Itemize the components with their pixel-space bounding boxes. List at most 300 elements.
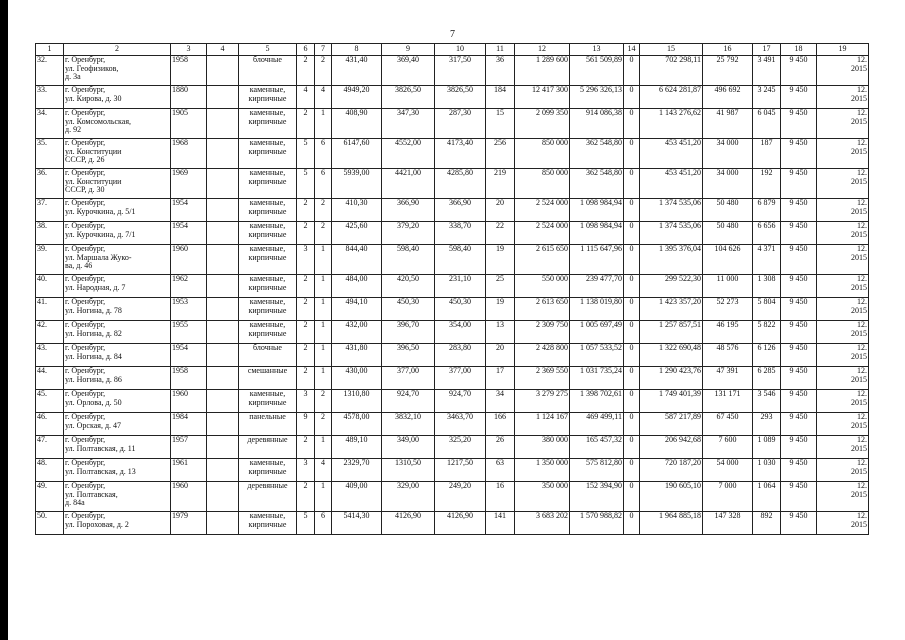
living-area-cell: 329,00	[382, 482, 435, 512]
entrances-cell: 6	[315, 139, 332, 169]
residents-count-cell: 20	[486, 199, 515, 222]
column-4-cell	[207, 169, 239, 199]
completion-date-cell-line: 2015	[851, 466, 867, 476]
completion-date-cell	[817, 86, 869, 109]
living-area-cell: 349,00	[382, 436, 435, 459]
address-cell-line: г. Оренбург,	[65, 221, 106, 230]
address-cell-line: д. 92	[65, 125, 82, 135]
budget-cost-cell: 0	[624, 512, 640, 535]
column-number-header: 19	[817, 44, 869, 56]
entrances-cell: 1	[315, 275, 332, 298]
floors-cell: 4	[297, 86, 315, 109]
entrances-cell: 6	[315, 512, 332, 535]
fund-cost-cell: 1 115 647,96	[570, 245, 624, 275]
address-cell-line: ул. Полтавская, д. 13	[65, 466, 136, 476]
column-4-cell	[207, 139, 239, 169]
other-cost-cell: 52 273	[703, 298, 753, 321]
address-cell-line: ул. Конституции	[65, 146, 122, 156]
total-area-cell: 432,00	[332, 321, 382, 344]
owners-cost-cell: 299 522,30	[640, 275, 703, 298]
column-4-cell	[207, 275, 239, 298]
address-cell-line: г. Оренбург,	[65, 138, 106, 147]
fund-cost-cell: 914 086,38	[570, 109, 624, 139]
wall-material-cell	[239, 344, 297, 367]
table-row	[36, 169, 869, 199]
address-cell-line: г. Оренбург,	[65, 343, 106, 352]
residents-count-cell: 26	[486, 436, 515, 459]
residents-count-cell: 184	[486, 86, 515, 109]
cost-per-sqm-cell: 4 371	[753, 245, 781, 275]
cost-per-sqm-cell: 192	[753, 169, 781, 199]
floors-cell: 3	[297, 245, 315, 275]
other-cost-cell: 46 195	[703, 321, 753, 344]
table-row	[36, 275, 869, 298]
construction-year-cell: 1961	[171, 459, 207, 482]
address-cell	[64, 512, 171, 535]
table-row	[36, 321, 869, 344]
column-number-header: 17	[753, 44, 781, 56]
column-4-cell	[207, 436, 239, 459]
wall-material-cell-line: кирпичные	[248, 305, 287, 315]
completion-date-cell-line: 2015	[851, 374, 867, 384]
completion-date-cell-line: 12.	[857, 366, 867, 375]
living-area-cell: 379,20	[382, 222, 435, 245]
column-number-header: 15	[640, 44, 703, 56]
table-row	[36, 109, 869, 139]
completion-date-cell-line: 2015	[851, 252, 867, 262]
max-cost-cell: 9 450	[781, 413, 817, 436]
wall-material-cell-line: каменные,	[249, 244, 286, 253]
completion-date-cell-line: 12.	[857, 221, 867, 230]
column-number-header: 5	[239, 44, 297, 56]
total-cost-cell: 380 000	[515, 436, 570, 459]
living-area-cell: 396,50	[382, 344, 435, 367]
floors-cell: 2	[297, 109, 315, 139]
total-area-cell: 409,00	[332, 482, 382, 512]
total-cost-cell: 550 000	[515, 275, 570, 298]
fund-cost-cell: 1 138 019,80	[570, 298, 624, 321]
address-cell	[64, 298, 171, 321]
cost-per-sqm-cell: 6 285	[753, 367, 781, 390]
completion-date-cell-line: 2015	[851, 420, 867, 430]
column-number-header: 6	[297, 44, 315, 56]
completion-date-cell-line: 2015	[851, 93, 867, 103]
total-cost-cell: 2 369 550	[515, 367, 570, 390]
column-number-header: 12	[515, 44, 570, 56]
entrances-cell: 2	[315, 199, 332, 222]
wall-material-cell-line: смешанные	[247, 366, 288, 375]
completion-date-cell-line: 2015	[851, 443, 867, 453]
fund-cost-cell: 1 098 984,94	[570, 222, 624, 245]
address-cell-line: ул. Орлова, д. 50	[65, 397, 122, 407]
floors-cell: 3	[297, 459, 315, 482]
total-area-cell: 4578,00	[332, 413, 382, 436]
completion-date-cell	[817, 459, 869, 482]
residential-area-cell: 4126,90	[435, 512, 486, 535]
row-number-cell: 37.	[36, 199, 64, 222]
residents-count-cell: 63	[486, 459, 515, 482]
budget-cost-cell: 0	[624, 436, 640, 459]
total-cost-cell: 350 000	[515, 482, 570, 512]
row-number-cell: 33.	[36, 86, 64, 109]
budget-cost-cell: 0	[624, 199, 640, 222]
max-cost-cell: 9 450	[781, 390, 817, 413]
residents-count-cell: 19	[486, 298, 515, 321]
column-number-header: 4	[207, 44, 239, 56]
completion-date-cell	[817, 109, 869, 139]
address-cell-line: г. Оренбург,	[65, 244, 106, 253]
column-number-header: 16	[703, 44, 753, 56]
address-cell-line: г. Оренбург,	[65, 366, 106, 375]
completion-date-cell	[817, 413, 869, 436]
fund-cost-cell: 1 098 984,94	[570, 199, 624, 222]
row-number-cell: 32.	[36, 56, 64, 86]
floors-cell: 5	[297, 169, 315, 199]
column-number-header: 8	[332, 44, 382, 56]
fund-cost-cell: 1 570 988,82	[570, 512, 624, 535]
wall-material-cell-line: каменные,	[249, 320, 286, 329]
address-cell	[64, 390, 171, 413]
max-cost-cell: 9 450	[781, 275, 817, 298]
cost-per-sqm-cell: 1 308	[753, 275, 781, 298]
address-cell-line: г. Оренбург,	[65, 168, 106, 177]
wall-material-cell	[239, 169, 297, 199]
residential-area-cell: 450,30	[435, 298, 486, 321]
cost-per-sqm-cell: 892	[753, 512, 781, 535]
construction-year-cell: 1905	[171, 109, 207, 139]
row-number-cell: 43.	[36, 344, 64, 367]
address-cell	[64, 245, 171, 275]
wall-material-cell-line: кирпичные	[248, 229, 287, 239]
completion-date-cell	[817, 390, 869, 413]
column-4-cell	[207, 459, 239, 482]
max-cost-cell: 9 450	[781, 344, 817, 367]
residents-count-cell: 17	[486, 367, 515, 390]
wall-material-cell	[239, 86, 297, 109]
total-area-cell: 2329,70	[332, 459, 382, 482]
residential-area-cell: 377,00	[435, 367, 486, 390]
other-cost-cell: 34 000	[703, 169, 753, 199]
column-number-header: 10	[435, 44, 486, 56]
max-cost-cell: 9 450	[781, 86, 817, 109]
wall-material-cell	[239, 436, 297, 459]
max-cost-cell: 9 450	[781, 298, 817, 321]
completion-date-cell-line: 12.	[857, 108, 867, 117]
entrances-cell: 1	[315, 344, 332, 367]
completion-date-cell-line: 2015	[851, 63, 867, 73]
owners-cost-cell: 6 624 281,87	[640, 86, 703, 109]
owners-cost-cell: 453 451,20	[640, 139, 703, 169]
completion-date-cell-line: 12.	[857, 168, 867, 177]
budget-cost-cell: 0	[624, 86, 640, 109]
column-number-header: 3	[171, 44, 207, 56]
entrances-cell: 2	[315, 222, 332, 245]
address-cell-line: ул. Курочкина, д. 7/1	[65, 229, 136, 239]
living-area-cell: 4552,00	[382, 139, 435, 169]
address-cell-line: г. Оренбург,	[65, 458, 106, 467]
other-cost-cell: 7 600	[703, 436, 753, 459]
address-cell	[64, 199, 171, 222]
address-cell	[64, 436, 171, 459]
budget-cost-cell: 0	[624, 321, 640, 344]
cost-per-sqm-cell: 1 089	[753, 436, 781, 459]
completion-date-cell	[817, 512, 869, 535]
wall-material-cell	[239, 109, 297, 139]
address-cell	[64, 459, 171, 482]
owners-cost-cell: 1 374 535,06	[640, 222, 703, 245]
total-cost-cell: 2 613 650	[515, 298, 570, 321]
address-cell-line: ул. Маршала Жуко-	[65, 252, 132, 262]
completion-date-cell	[817, 245, 869, 275]
address-cell-line: г. Оренбург,	[65, 389, 106, 398]
total-cost-cell: 1 124 167	[515, 413, 570, 436]
page-number: 7	[450, 29, 455, 40]
total-cost-cell: 2 099 350	[515, 109, 570, 139]
cost-per-sqm-cell: 5 804	[753, 298, 781, 321]
wall-material-cell-line: блочные	[253, 55, 282, 64]
entrances-cell: 1	[315, 367, 332, 390]
floors-cell: 2	[297, 436, 315, 459]
column-number-header: 11	[486, 44, 515, 56]
other-cost-cell: 48 576	[703, 344, 753, 367]
entrances-cell: 4	[315, 459, 332, 482]
residential-area-cell: 287,30	[435, 109, 486, 139]
budget-cost-cell: 0	[624, 169, 640, 199]
budget-cost-cell: 0	[624, 413, 640, 436]
residents-count-cell: 141	[486, 512, 515, 535]
floors-cell: 2	[297, 222, 315, 245]
total-cost-cell: 2 524 000	[515, 222, 570, 245]
residential-area-cell: 317,50	[435, 56, 486, 86]
fund-cost-cell: 1 398 702,61	[570, 390, 624, 413]
wall-material-cell-line: каменные,	[249, 274, 286, 283]
construction-year-cell: 1984	[171, 413, 207, 436]
owners-cost-cell: 587 217,89	[640, 413, 703, 436]
completion-date-cell	[817, 199, 869, 222]
address-cell-line: ул. Полтавская, д. 11	[65, 443, 136, 453]
address-cell-line: г. Оренбург,	[65, 55, 106, 64]
fund-cost-cell: 1 005 697,49	[570, 321, 624, 344]
living-area-cell: 4421,00	[382, 169, 435, 199]
wall-material-cell	[239, 275, 297, 298]
total-area-cell: 4949,20	[332, 86, 382, 109]
living-area-cell: 924,70	[382, 390, 435, 413]
wall-material-cell-line: каменные,	[249, 138, 286, 147]
total-cost-cell: 2 309 750	[515, 321, 570, 344]
completion-date-cell-line: 2015	[851, 229, 867, 239]
wall-material-cell-line: каменные,	[249, 168, 286, 177]
other-cost-cell: 147 328	[703, 512, 753, 535]
completion-date-cell	[817, 321, 869, 344]
entrances-cell: 4	[315, 86, 332, 109]
living-area-cell: 1310,50	[382, 459, 435, 482]
residential-area-cell: 924,70	[435, 390, 486, 413]
total-cost-cell: 1 289 600	[515, 56, 570, 86]
max-cost-cell: 9 450	[781, 367, 817, 390]
max-cost-cell: 9 450	[781, 222, 817, 245]
address-cell-line: СССР, д. 30	[65, 185, 105, 195]
construction-year-cell: 1979	[171, 512, 207, 535]
residents-count-cell: 15	[486, 109, 515, 139]
construction-year-cell: 1960	[171, 390, 207, 413]
completion-date-cell-line: 12.	[857, 198, 867, 207]
total-cost-cell: 3 683 202	[515, 512, 570, 535]
address-cell-line: г. Оренбург,	[65, 412, 106, 421]
table-row	[36, 199, 869, 222]
table-row	[36, 512, 869, 535]
other-cost-cell: 67 450	[703, 413, 753, 436]
construction-year-cell: 1954	[171, 222, 207, 245]
total-area-cell: 1310,80	[332, 390, 382, 413]
residents-count-cell: 256	[486, 139, 515, 169]
budget-cost-cell: 0	[624, 56, 640, 86]
address-cell-line: ул. Ногина, д. 78	[65, 305, 122, 315]
table-row	[36, 222, 869, 245]
max-cost-cell: 9 450	[781, 56, 817, 86]
residential-area-cell: 354,00	[435, 321, 486, 344]
floors-cell: 9	[297, 413, 315, 436]
floors-cell: 2	[297, 298, 315, 321]
max-cost-cell: 9 450	[781, 482, 817, 512]
residents-count-cell: 25	[486, 275, 515, 298]
wall-material-cell-line: каменные,	[249, 85, 286, 94]
row-number-cell: 48.	[36, 459, 64, 482]
total-cost-cell: 850 000	[515, 139, 570, 169]
other-cost-cell: 50 480	[703, 222, 753, 245]
construction-year-cell: 1954	[171, 344, 207, 367]
address-cell-line: г. Оренбург,	[65, 435, 106, 444]
wall-material-cell-line: кирпичные	[248, 176, 287, 186]
budget-cost-cell: 0	[624, 390, 640, 413]
floors-cell: 2	[297, 344, 315, 367]
fund-cost-cell: 561 509,89	[570, 56, 624, 86]
living-area-cell: 598,40	[382, 245, 435, 275]
completion-date-cell-line: 2015	[851, 351, 867, 361]
max-cost-cell: 9 450	[781, 245, 817, 275]
table-row	[36, 86, 869, 109]
total-area-cell: 431,80	[332, 344, 382, 367]
address-cell-line: ул. Курочкина, д. 5/1	[65, 206, 136, 216]
entrances-cell: 1	[315, 245, 332, 275]
construction-year-cell: 1954	[171, 199, 207, 222]
entrances-cell: 1	[315, 109, 332, 139]
residents-count-cell: 22	[486, 222, 515, 245]
living-area-cell: 377,00	[382, 367, 435, 390]
row-number-cell: 41.	[36, 298, 64, 321]
floors-cell: 2	[297, 367, 315, 390]
completion-date-cell	[817, 139, 869, 169]
cost-per-sqm-cell: 6 656	[753, 222, 781, 245]
table-row	[36, 344, 869, 367]
total-cost-cell: 2 615 650	[515, 245, 570, 275]
floors-cell: 2	[297, 56, 315, 86]
owners-cost-cell: 1 374 535,06	[640, 199, 703, 222]
construction-year-cell: 1958	[171, 56, 207, 86]
address-cell	[64, 109, 171, 139]
row-number-cell: 47.	[36, 436, 64, 459]
floors-cell: 2	[297, 482, 315, 512]
address-cell-line: г. Оренбург,	[65, 481, 106, 490]
owners-cost-cell: 1 143 276,62	[640, 109, 703, 139]
completion-date-cell-line: 2015	[851, 282, 867, 292]
completion-date-cell-line: 2015	[851, 116, 867, 126]
completion-date-cell	[817, 367, 869, 390]
address-cell	[64, 139, 171, 169]
wall-material-cell	[239, 139, 297, 169]
row-number-cell: 35.	[36, 139, 64, 169]
wall-material-cell-line: кирпичные	[248, 252, 287, 262]
address-cell-line: ул. Конституции	[65, 176, 122, 186]
residents-count-cell: 36	[486, 56, 515, 86]
residents-count-cell: 34	[486, 390, 515, 413]
other-cost-cell: 54 000	[703, 459, 753, 482]
wall-material-cell	[239, 367, 297, 390]
column-4-cell	[207, 109, 239, 139]
cost-per-sqm-cell: 5 822	[753, 321, 781, 344]
address-cell-line: д. 3а	[65, 72, 81, 82]
address-cell	[64, 367, 171, 390]
completion-date-cell	[817, 482, 869, 512]
completion-date-cell-line: 12.	[857, 55, 867, 64]
budget-cost-cell: 0	[624, 298, 640, 321]
address-cell	[64, 482, 171, 512]
wall-material-cell-line: каменные,	[249, 511, 286, 520]
fund-cost-cell: 362 548,80	[570, 169, 624, 199]
residential-area-cell: 283,80	[435, 344, 486, 367]
total-area-cell: 844,40	[332, 245, 382, 275]
completion-date-cell-line: 2015	[851, 305, 867, 315]
residential-area-cell: 338,70	[435, 222, 486, 245]
address-cell-line: г. Оренбург,	[65, 198, 106, 207]
column-4-cell	[207, 413, 239, 436]
wall-material-cell-line: деревянные	[247, 481, 288, 490]
max-cost-cell: 9 450	[781, 436, 817, 459]
construction-year-cell: 1958	[171, 367, 207, 390]
residential-area-cell: 3463,70	[435, 413, 486, 436]
column-4-cell	[207, 482, 239, 512]
row-number-cell: 40.	[36, 275, 64, 298]
completion-date-cell	[817, 436, 869, 459]
living-area-cell: 347,30	[382, 109, 435, 139]
floors-cell: 2	[297, 199, 315, 222]
floors-cell: 5	[297, 139, 315, 169]
total-area-cell: 425,60	[332, 222, 382, 245]
residents-count-cell: 13	[486, 321, 515, 344]
max-cost-cell: 9 450	[781, 169, 817, 199]
completion-date-cell	[817, 344, 869, 367]
fund-cost-cell: 362 548,80	[570, 139, 624, 169]
owners-cost-cell: 702 298,11	[640, 56, 703, 86]
cost-per-sqm-cell: 6 045	[753, 109, 781, 139]
address-cell-line: г. Оренбург,	[65, 320, 106, 329]
completion-date-cell-line: 12.	[857, 244, 867, 253]
entrances-cell: 2	[315, 390, 332, 413]
wall-material-cell	[239, 199, 297, 222]
fund-cost-cell: 1 057 533,52	[570, 344, 624, 367]
table-row	[36, 245, 869, 275]
completion-date-cell	[817, 298, 869, 321]
completion-date-cell-line: 12.	[857, 138, 867, 147]
total-cost-cell: 12 417 300	[515, 86, 570, 109]
max-cost-cell: 9 450	[781, 109, 817, 139]
entrances-cell: 2	[315, 56, 332, 86]
row-number-cell: 49.	[36, 482, 64, 512]
wall-material-cell-line: каменные,	[249, 458, 286, 467]
address-cell	[64, 86, 171, 109]
residential-area-cell: 1217,50	[435, 459, 486, 482]
completion-date-cell-line: 12.	[857, 343, 867, 352]
page-edge-bar	[0, 0, 8, 640]
